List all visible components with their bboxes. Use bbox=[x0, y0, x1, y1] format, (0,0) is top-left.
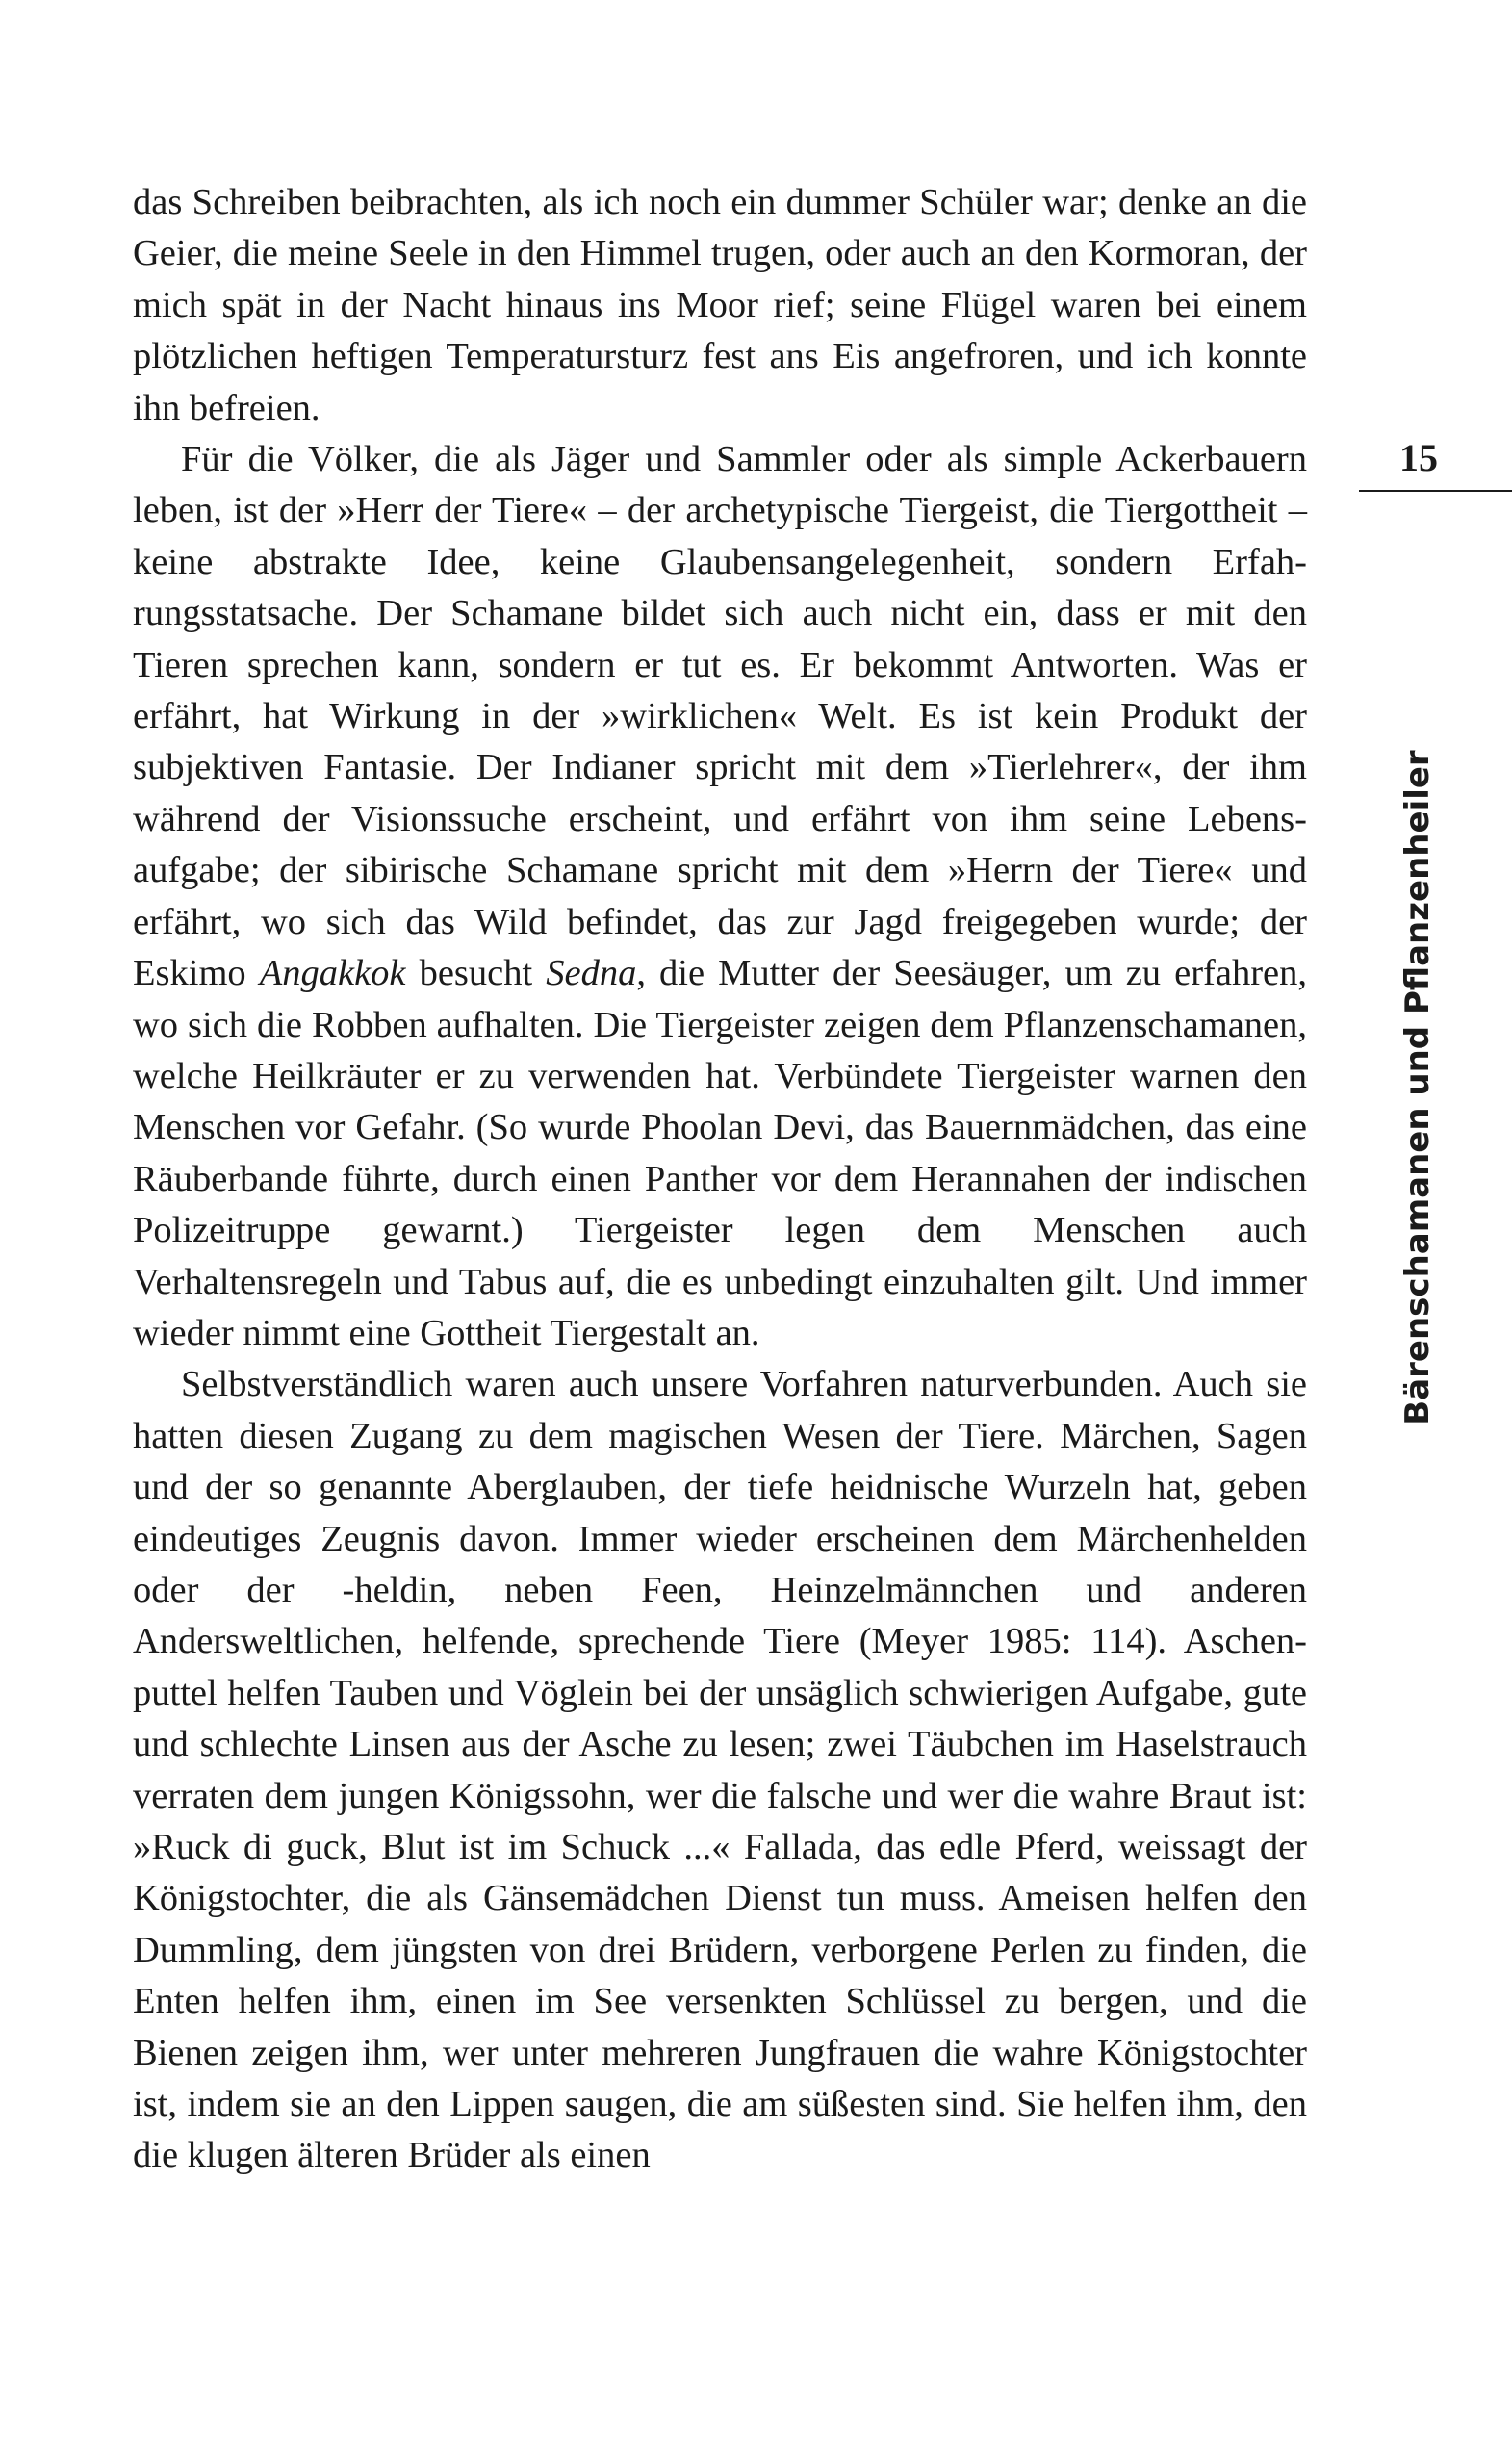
paragraph-2-part-c: , die Mutter der Seesäuger, um zu erfahren, wo sich die Robben aufhalten. Die Tiergeister zeigen dem Pflanzenschamanen, welche Heilkräuter er zu verwenden hat. Verbündete Tiergeister warnen den Menschen vor Gefahr. (So wurde Phoolan Devi, das Bauernmädchen, das eine Räuberbande führte, durch einen Panther vor dem Herannahen der indischen Polizeitruppe gewarnt.) Tiergeister legen dem Menschen auch Verhaltensregeln und Tabus auf, die es unbedingt einzuhalten gilt. Und immer wieder nimmt eine Gottheit Tiergestalt an. bbox=[133, 953, 1307, 1353]
running-head-label: Bärenschamanen und Pflanzenheiler bbox=[1398, 750, 1437, 1425]
paragraph-3: Selbstverständlich waren auch unsere Vorfahren naturverbunden. Auch sie hatten diesen Zugang zu dem magischen Wesen der Tiere. Märchen, Sagen und der so genannte Aberglauben, der tiefe heidnische Wurzeln hat, geben eindeutiges Zeugnis davon. Immer wieder erscheinen dem Märchenhelden oder der -heldin, neben Feen, Heinzelmännchen und anderen Andersweltlichen, helfende, sprechende Tiere (Meyer 1985: 114). Aschenputtel helfen Tauben und Vöglein bei der unsäglich schwierigen Aufgabe, gute und schlechte Linsen aus der Asche zu lesen; zwei Täubchen im Haselstrauch verraten dem jungen Königssohn, wer die falsche und wer die wahre Braut ist: »Ruck di guck, Blut ist im Schuck ...« Fallada, das edle Pferd, weissagt der Königstochter, die als Gänsemädchen Dienst tun muss. Ameisen helfen den Dummling, dem jüngsten von drei Brüdern, verborgene Perlen zu finden, die Enten helfen ihm, einen im See versenkten Schlüssel zu bergen, und die Bienen zeigen ihm, wer unter mehreren Jungfrauen die wahre Königstochter ist, indem sie an den Lippen saugen, die am süßesten sind. Sie helfen ihm, den die klugen älteren Brüder als einen bbox=[133, 1364, 1307, 2176]
paragraph-2 bbox=[133, 434, 1307, 1359]
page-number-rule bbox=[1359, 490, 1512, 492]
paragraph-2-part-b: besucht bbox=[405, 953, 547, 994]
paragraph-1: das Schreiben beibrachten, als ich noch ein dummer Schüler war; denke an die Geier, die meine Seele in den Himmel trugen, oder auch an den Kormoran, der mich spät in der Nacht hinaus ins Moor rief; seine Flügel waren bei einem plötzlichen heftigen Temperatursturz fest ans Eis angefroren, und ich konnte ihn befreien. bbox=[133, 182, 1307, 428]
term-angakkok: Angakkok bbox=[259, 953, 406, 994]
paragraph-2-part-a: Für die Völker, die als Jäger und Sammler oder als simple Ackerbauern leben, ist der »Herr der Tiere« – der archetypische Tiergeist, die Tiergottheit – keine abstrakte Idee, keine Glaubensangelegenheit, sondern Erfahrungsstatsache. Der Schamane bildet sich auch nicht ein, dass er mit den Tieren sprechen kann, sondern er tut es. Er bekommt Antworten. Was er erfährt, hat Wirkung in der »wirklichen« Welt. Es ist kein Produkt der subjektiven Fantasie. Der Indianer spricht mit dem »Tierlehrer«, der ihm während der Visionssuche erscheint, und erfährt von ihm seine Lebensaufgabe; der sibirische Schamane spricht mit dem »Herrn der Tiere« und erfährt, wo sich das Wild befindet, das zur Jagd freigegeben wurde; der Eskimo bbox=[133, 439, 1307, 994]
term-sedna: Sedna bbox=[546, 953, 637, 994]
page-number: 15 bbox=[1399, 436, 1438, 479]
body-text bbox=[133, 177, 1307, 2182]
